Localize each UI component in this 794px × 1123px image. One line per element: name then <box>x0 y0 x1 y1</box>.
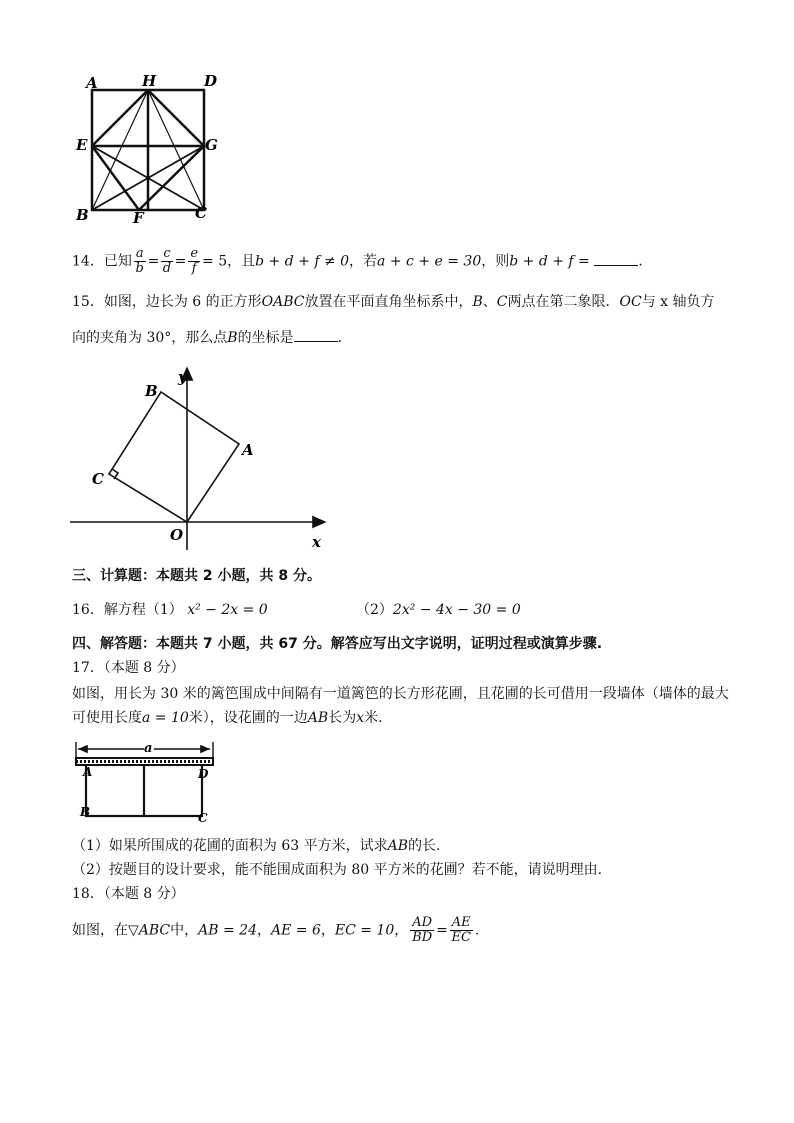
label-D: D <box>204 72 218 90</box>
axis-label-y: y <box>178 368 187 386</box>
section-3-title: 三、计算题：本题共 2 小题，共 8 分。 <box>72 568 321 584</box>
q16-equation-1: x² − 2x = 0 <box>187 602 268 618</box>
label-H: H <box>142 72 157 90</box>
label-C: C <box>92 470 104 488</box>
q18-frac-1: $\frac{AD}{BD}$ <box>412 915 433 945</box>
axis-label-x: x <box>312 533 321 551</box>
question-15-line-2: 向的夹角为 30°，那么点B的坐标是 . <box>72 330 343 346</box>
question-15-line-1: 15．如图，边长为 6 的正方形OABC放置在平面直角坐标系中，B、C两点在第二象限．OC与 x 轴负方 <box>72 294 715 310</box>
q14-text-1: 已知 <box>103 253 132 270</box>
question-16 <box>72 600 268 620</box>
label-A: A <box>83 765 93 779</box>
q14-frac-2: $\frac{c}{d}$ <box>162 246 172 276</box>
label-D: D <box>198 767 209 781</box>
q18-header: 18．（本题 8 分） <box>72 886 185 902</box>
q18-frac-2: $\frac{AE}{EC}$ <box>451 915 471 945</box>
q17-line-2: 可使用长度a = 10米），设花圃的一边AB长为x米. <box>72 710 383 726</box>
question-14: 14．已知 $\frac{a}{b}$ = $\frac{c}{d}$ = $\frac{e}{f}$ = 5，且b + d + f ≠ 0，若a + c + e = 30，则b + d + f = . <box>72 246 643 276</box>
q14-number: 14． <box>72 253 104 270</box>
label-A: A <box>242 441 254 459</box>
q17-sub-2: （2）按题目的设计要求，能不能围成面积为 80 平方米的花圃？若不能，请说明理由. <box>72 862 603 878</box>
q18-text: 如图，在▽ABC中，AB = 24，AE = 6，EC = 10， $\frac{AD}{BD}$ = $\frac{AE}{EC}$ . <box>72 915 480 945</box>
q14-frac-1: $\frac{a}{b}$ <box>135 246 144 276</box>
label-C: C <box>195 204 207 222</box>
q14-condition: b + d + f ≠ 0 <box>255 253 350 270</box>
label-A: A <box>86 74 98 92</box>
section-4-title: 四、解答题：本题共 7 小题，共 67 分。解答应写出文字说明，证明过程或演算步骤. <box>72 636 603 652</box>
label-B: B <box>80 805 91 819</box>
label-G: G <box>205 136 218 154</box>
label-F: F <box>133 209 144 226</box>
coordinate-figure <box>70 362 335 552</box>
q14-expression: b + d + f = <box>509 253 590 270</box>
garden-figure <box>74 738 222 826</box>
square-figure <box>72 68 232 226</box>
q14-frac-3: $\frac{e}{f}$ <box>190 246 199 276</box>
label-C: C <box>198 811 208 825</box>
question-16-part-2: （2）2x² − 4x − 30 = 0 <box>356 602 521 618</box>
q14-answer-blank <box>594 253 638 266</box>
label-O: O <box>170 526 184 544</box>
q16-equation-2: 2x² − 4x − 30 = 0 <box>392 602 521 618</box>
q17-line-1: 如图，用长为 30 米的篱笆围成中间隔有一道篱笆的长方形花圃，且花圃的长可借用一段墙体（墙体的最大 <box>72 686 729 702</box>
label-E: E <box>76 136 88 154</box>
q15-answer-blank <box>294 329 338 342</box>
q17-sub-1: （1）如果所围成的花圃的面积为 63 平方米，试求AB的长. <box>72 838 441 854</box>
label-a: a <box>144 741 153 756</box>
label-B: B <box>145 382 158 400</box>
q17-header: 17．（本题 8 分） <box>72 660 185 676</box>
q16-label: 16．解方程（1） <box>72 602 183 618</box>
q14-condition-2: a + c + e = 30 <box>377 253 482 270</box>
label-B: B <box>76 206 89 224</box>
